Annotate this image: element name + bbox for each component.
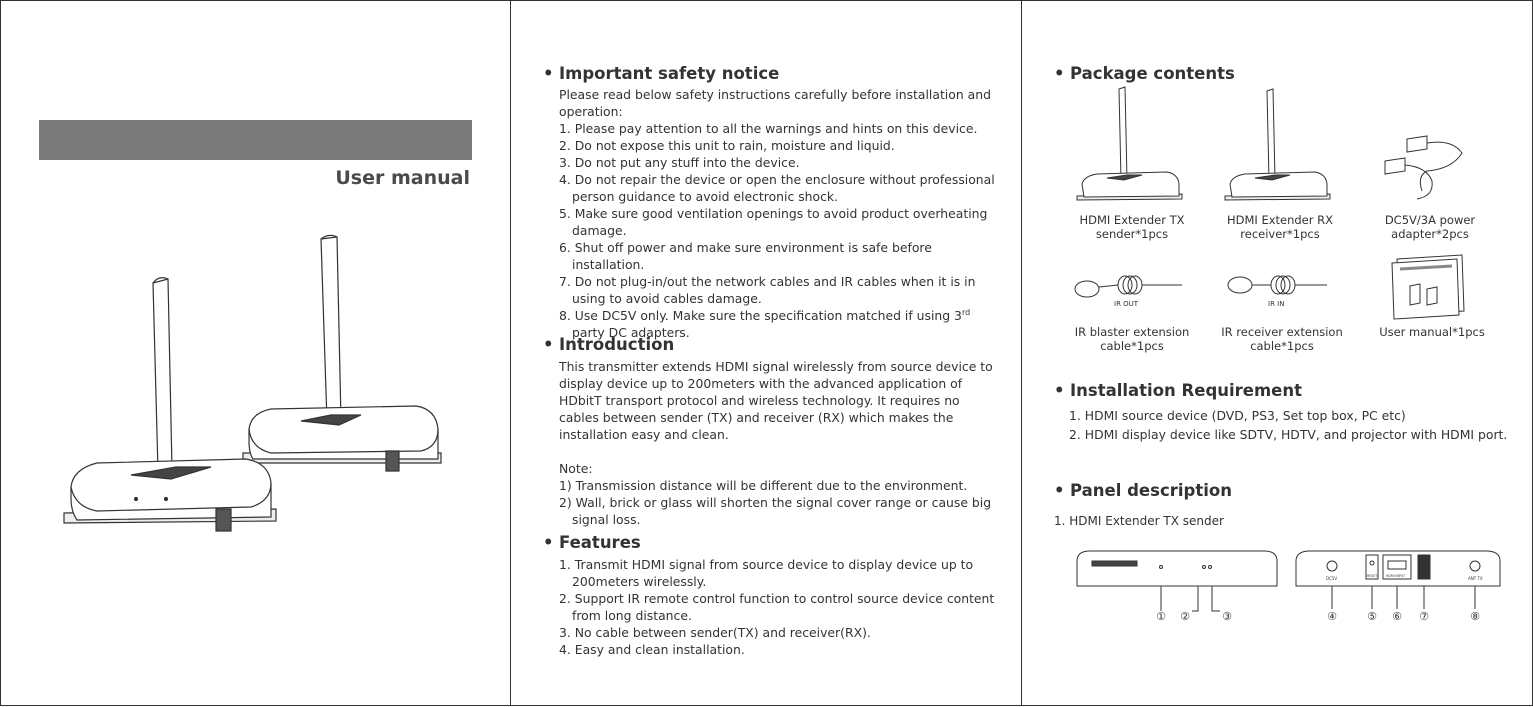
- callout-6: ⑥: [1392, 610, 1402, 623]
- power-adapter-image: [1385, 136, 1462, 199]
- callout-8: ⑧: [1470, 610, 1480, 623]
- safety-item: 5. Make sure good ventilation openings to avoid product overheating damage.: [559, 206, 988, 238]
- package-heading: • Package contents: [1054, 64, 1235, 83]
- ant-tx-label: ANT TX: [1468, 576, 1483, 581]
- feature-item: 2. Support IR remote control function to control source device content from long distance.: [559, 591, 995, 623]
- ir-receiver-image: [1228, 276, 1327, 308]
- package-item: IR receiver extension cable*1pcs: [1221, 325, 1343, 353]
- note-label: Note:: [559, 461, 593, 476]
- panel-heading: • Panel description: [1054, 481, 1232, 500]
- safety-intro: Please read below safety instructions carefully before installation and operation:: [559, 87, 991, 119]
- note-item: 2) Wall, brick or glass will shorten the signal cover range or cause big signal loss.: [559, 495, 992, 527]
- tx-unit-image: [1077, 87, 1182, 200]
- safety-item: 3. Do not put any stuff into the device.: [559, 155, 800, 170]
- reset-label: RESET: [1367, 574, 1378, 578]
- front-panel: [1077, 551, 1277, 611]
- ir-in-label: IR IN: [1268, 300, 1285, 308]
- safety-heading: • Important safety notice: [543, 64, 780, 83]
- installation-item: 1. HDMI source device (DVD, PS3, Set top box, PC etc): [1069, 408, 1406, 423]
- package-item: IR blaster extension cable*1pcs: [1074, 325, 1190, 353]
- callout-7: ⑦: [1419, 610, 1429, 623]
- callout-4: ④: [1327, 610, 1337, 623]
- cover-page: [0, 0, 511, 706]
- safety-item: 8. Use DC5V only. Make sure the specification matched if using 3rd party DC adapters.: [559, 307, 971, 340]
- ir-blaster-image: [1075, 276, 1182, 308]
- feature-item: 3. No cable between sender(TX) and receiver(RX).: [559, 625, 871, 640]
- introduction-heading: • Introduction: [543, 335, 675, 354]
- safety-item: 1. Please pay attention to all the warnings and hints on this device.: [559, 121, 978, 136]
- callout-1: ①: [1156, 610, 1166, 623]
- safety-item: 7. Do not plug-in/out the network cables and IR cables when it is in using to avoid cables damage.: [559, 274, 976, 306]
- feature-item: 4. Easy and clean installation.: [559, 642, 745, 657]
- rear-unit: [243, 235, 441, 471]
- safety-item: 2. Do not expose this unit to rain, moisture and liquid.: [559, 138, 895, 153]
- package-page: [1021, 0, 1533, 706]
- note-item: 1) Transmission distance will be different due to the environment.: [559, 478, 968, 493]
- installation-heading: • Installation Requirement: [1054, 381, 1302, 400]
- product-illustration: [1, 1, 512, 707]
- hdmi-input-label: HDMI INPUT: [1386, 574, 1406, 578]
- front-unit: [64, 278, 276, 531]
- features-heading: • Features: [543, 533, 641, 552]
- dc-port-label: DC5V: [1326, 576, 1338, 581]
- package-item: HDMI Extender RX receiver*1pcs: [1226, 213, 1334, 241]
- package-images: [1022, 81, 1533, 401]
- package-item: User manual*1pcs: [1379, 325, 1485, 339]
- safety-body: [559, 86, 999, 341]
- introduction-text: This transmitter extends HDMI signal wirelessly from source device to display device up to 200meters with the advanced application of HDbitT transport protocol and wireless technology. It requires no cables between sender (TX) and receiver (RX) which makes the installation easy and clean.: [559, 359, 993, 442]
- user-manual-image: [1392, 255, 1464, 319]
- features-body: [559, 556, 999, 658]
- package-item: HDMI Extender TX sender*1pcs: [1079, 213, 1185, 241]
- callout-5: ⑤: [1367, 610, 1377, 623]
- rx-unit-image: [1225, 89, 1330, 200]
- panel-subheading: 1. HDMI Extender TX sender: [1054, 514, 1224, 528]
- rear-panel: [1296, 551, 1500, 609]
- safety-item: 4. Do not repair the device or open the enclosure without professional person guidance to avoid electronic shock.: [559, 172, 995, 204]
- introduction-body: [559, 358, 999, 528]
- info-page: [510, 0, 1022, 706]
- cover-title: User manual: [335, 167, 470, 189]
- safety-item: 6. Shut off power and make sure environment is safe before installation.: [559, 240, 932, 272]
- panel-diagram: [1022, 541, 1533, 641]
- ir-out-label: IR OUT: [1114, 300, 1139, 308]
- installation-item: 2. HDMI display device like SDTV, HDTV, and projector with HDMI port.: [1069, 427, 1508, 442]
- callout-2: ②: [1180, 610, 1190, 623]
- package-item: DC5V/3A power adapter*2pcs: [1384, 213, 1476, 241]
- callout-3: ③: [1222, 610, 1232, 623]
- installation-body: [1069, 406, 1507, 444]
- feature-item: 1. Transmit HDMI signal from source device to display device up to 200meters wirelessly.: [559, 557, 974, 589]
